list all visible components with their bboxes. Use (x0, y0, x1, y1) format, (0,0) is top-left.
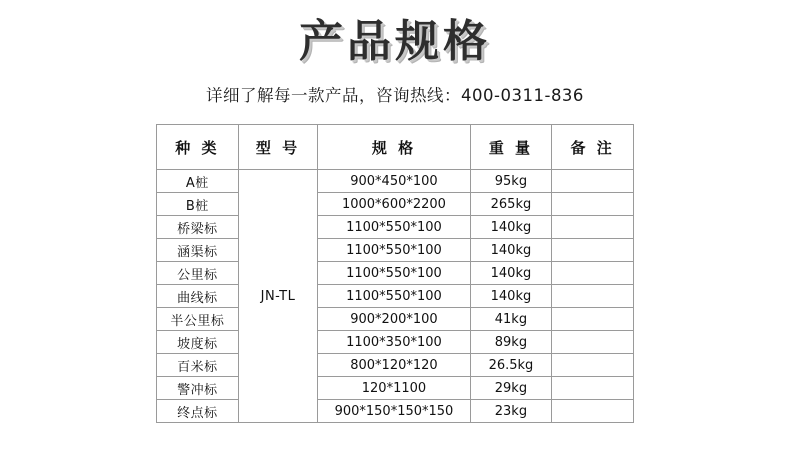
cell-model: JN-TL (238, 170, 318, 423)
cell-weight: 140kg (470, 285, 552, 308)
cell-kind: 涵渠标 (157, 239, 239, 262)
page-title: 产品规格 (299, 16, 491, 67)
column-header-note: 备 注 (552, 125, 634, 170)
cell-weight: 95kg (470, 170, 552, 193)
cell-spec: 1100*350*100 (318, 331, 470, 354)
table-row (157, 377, 634, 400)
cell-kind: A桩 (157, 170, 239, 193)
table-row (157, 262, 634, 285)
cell-spec: 1100*550*100 (318, 216, 470, 239)
cell-weight: 23kg (470, 400, 552, 423)
cell-note (552, 354, 634, 377)
cell-note (552, 377, 634, 400)
cell-kind: 百米标 (157, 354, 239, 377)
cell-spec: 1000*600*2200 (318, 193, 470, 216)
page-subtitle: 详细了解每一款产品，咨询热线：400-0311-836 (206, 86, 584, 106)
cell-spec: 1100*550*100 (318, 262, 470, 285)
cell-note (552, 216, 634, 239)
cell-kind: 公里标 (157, 262, 239, 285)
title-section (0, 0, 790, 66)
cell-note (552, 193, 634, 216)
cell-weight: 41kg (470, 308, 552, 331)
table-row (157, 216, 634, 239)
column-header-model: 型 号 (238, 125, 318, 170)
cell-kind: 曲线标 (157, 285, 239, 308)
table-row (157, 193, 634, 216)
spec-table-wrapper (156, 124, 634, 423)
spec-table (156, 124, 634, 423)
cell-note (552, 331, 634, 354)
cell-note (552, 285, 634, 308)
table-row (157, 285, 634, 308)
cell-spec: 800*120*120 (318, 354, 470, 377)
cell-spec: 1100*550*100 (318, 239, 470, 262)
cell-kind: 桥梁标 (157, 216, 239, 239)
cell-kind: 终点标 (157, 400, 239, 423)
cell-kind: 坡度标 (157, 331, 239, 354)
cell-note (552, 239, 634, 262)
cell-note (552, 400, 634, 423)
column-header-weight: 重 量 (470, 125, 552, 170)
cell-note (552, 308, 634, 331)
cell-spec: 900*150*150*150 (318, 400, 470, 423)
cell-weight: 89kg (470, 331, 552, 354)
table-row (157, 239, 634, 262)
cell-weight: 140kg (470, 262, 552, 285)
cell-weight: 140kg (470, 239, 552, 262)
cell-weight: 265kg (470, 193, 552, 216)
cell-kind: B桩 (157, 193, 239, 216)
cell-note (552, 170, 634, 193)
cell-kind: 警冲标 (157, 377, 239, 400)
table-row (157, 331, 634, 354)
cell-spec: 1100*550*100 (318, 285, 470, 308)
table-header-row (157, 125, 634, 170)
cell-kind: 半公里标 (157, 308, 239, 331)
cell-spec: 120*1100 (318, 377, 470, 400)
column-header-kind: 种 类 (157, 125, 239, 170)
table-row (157, 170, 634, 193)
cell-weight: 29kg (470, 377, 552, 400)
cell-spec: 900*200*100 (318, 308, 470, 331)
table-row (157, 308, 634, 331)
cell-spec: 900*450*100 (318, 170, 470, 193)
table-row (157, 400, 634, 423)
cell-weight: 140kg (470, 216, 552, 239)
table-row (157, 354, 634, 377)
column-header-spec: 规 格 (318, 125, 470, 170)
cell-weight: 26.5kg (470, 354, 552, 377)
cell-note (552, 262, 634, 285)
